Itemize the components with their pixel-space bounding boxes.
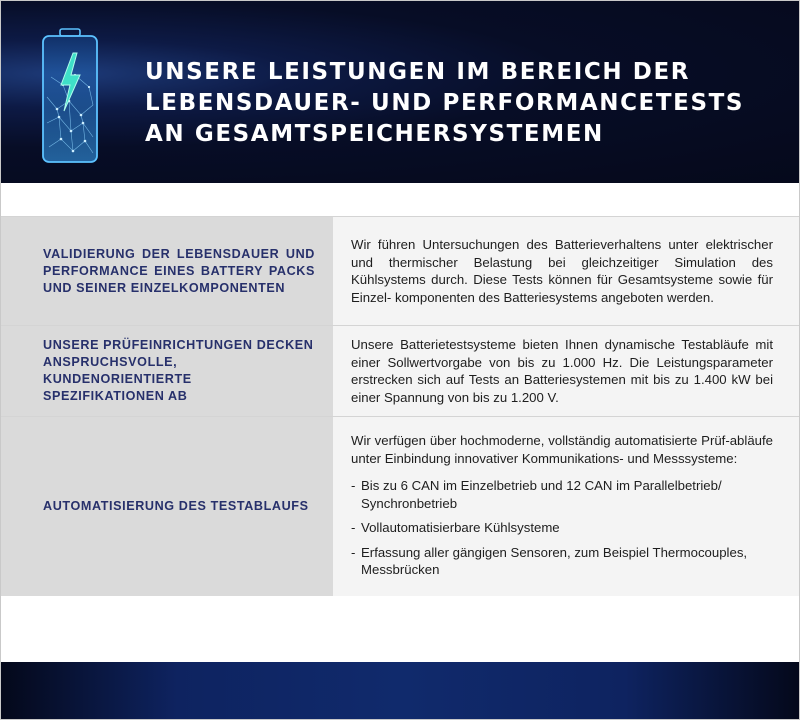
footer-banner bbox=[1, 662, 800, 720]
row-text: Unsere Batterietestsysteme bieten Ihnen dynamische Testabläufe mit einer Sollwertvorgabe von bis zu 1.000 Hz. Die Leistungsparameter erstrecken sich auf Tests an Batteriesystemen mit bis zu 1.400 kW bei einer Spannung von bis zu 1.200 V. bbox=[351, 337, 773, 405]
row-label: AUTOMATISIERUNG DES TESTABLAUFS bbox=[43, 499, 309, 513]
page-title bbox=[145, 57, 785, 150]
table-row bbox=[1, 216, 800, 326]
table-row bbox=[1, 417, 800, 596]
row-text: Wir führen Untersuchungen des Batterieverhaltens unter elektrischer und thermischer Belastung bei gleichzeitiger Simulation des Kühlsystems durch. Diese Tests können für Gesamtsysteme sowie für Einzel- komponenten des Batteriesystems angeboten werden. bbox=[351, 237, 773, 305]
row-label: VALIDIERUNG DER LEBENSDAUER UND PERFORMANCE EINES BATTERY PACKS UND SEINER EINZELKOMPONENTEN bbox=[43, 246, 315, 295]
row-text-cell bbox=[333, 417, 800, 596]
battery-lightning-icon bbox=[39, 27, 101, 165]
services-table bbox=[1, 216, 800, 596]
row-label-cell bbox=[1, 217, 333, 325]
table-row bbox=[1, 326, 800, 417]
bullet-item: - Vollautomatisierbare Kühlsysteme bbox=[351, 519, 773, 537]
row-label-cell bbox=[1, 417, 333, 596]
row-text-cell bbox=[333, 326, 800, 416]
title-line: LEBENSDAUER- UND PERFORMANCETESTS bbox=[145, 90, 745, 116]
bullet-item: - Erfassung aller gängigen Sensoren, zum Beispiel Thermocouples, Messbrücken bbox=[351, 544, 773, 579]
row-text: Wir verfügen über hochmoderne, vollständig automatisierte Prüf-abläufe unter Einbindung innovativer Kommunikations- und Messsysteme: bbox=[351, 433, 773, 466]
header-banner bbox=[1, 1, 800, 183]
row-label-cell bbox=[1, 326, 333, 416]
title-line: AN GESAMTSPEICHERSYSTEMEN bbox=[145, 121, 604, 147]
row-label: UNSERE PRÜFEINRICHTUNGEN DECKEN ANSPRUCHSVOLLE, KUNDENORIENTIERTE SPEZIFIKATIONEN AB bbox=[43, 338, 314, 403]
title-line: UNSERE LEISTUNGEN IM BEREICH DER bbox=[145, 59, 691, 85]
bullet-list bbox=[351, 477, 773, 579]
bullet-item: - Bis zu 6 CAN im Einzelbetrieb und 12 CAN im Parallelbetrieb/ Synchronbetrieb bbox=[351, 477, 773, 512]
row-text-cell bbox=[333, 217, 800, 325]
